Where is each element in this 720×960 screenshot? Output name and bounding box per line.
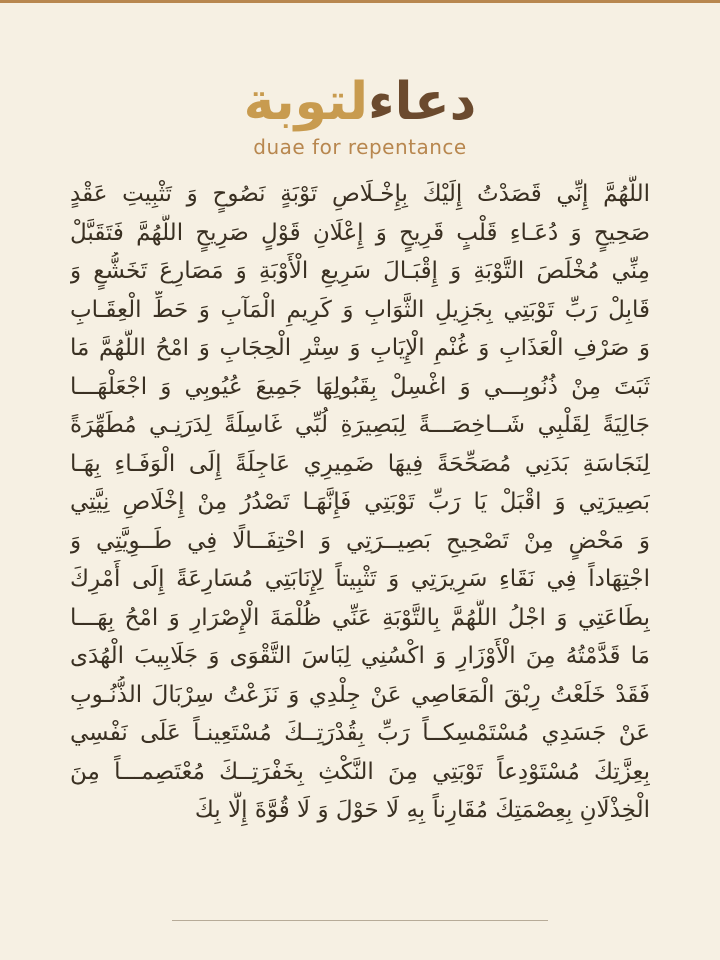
- prayer-line: وَ مَحْضٍ مِنْ تَصْحِيحِ بَصِيــرَتِي وَ احْتِفَــالًا فِي طَــوِيَّتِي وَ: [70, 527, 650, 554]
- prayer-line: وَ صَرْفِ الْعَذَابِ وَ غُنْمِ الْإِيَابِ وَ سِتْرِ الْحِجَابِ وَ امْحُ اللَّهُمَّ مَا: [70, 335, 650, 361]
- prayer-line: لِنَجَاسَةِ بَدَنِي مُصَحِّحَةً فِيهَا ضَمِيرِي عَاجِلَةً إِلَى الْوَفَـاءِ بِهَـا: [70, 450, 650, 477]
- prayer-line: صَحِيحٍ وَ دُعَـاءِ قَلْبٍ قَرِيحٍ وَ إِعْلَانِ قَوْلٍ صَرِيحٍ اللَّهُمَّ فَتَقَبَّلْ: [70, 219, 650, 246]
- bottom-divider: [172, 920, 548, 921]
- prayer-line: ثَبَتَ مِنْ ذُنُوبِـــي وَ اغْسِلْ بِقَبُولِهَا جَمِيعَ عُيُوبِي وَ اجْعَلْهَـــا: [70, 373, 650, 400]
- prayer-line: اجْتِهَاداً فِي نَقَاءِ سَرِيرَتِي وَ تَثْبِيتاً لِإِنَابَتِي مُسَارِعَةً إِلَى أَمْرِكَ: [70, 566, 650, 592]
- prayer-line: فَقَدْ خَلَعْتُ رِبْقَ الْمَعَاصِي عَنْ جِلْدِي وَ نَزَعْتُ سِرْبَالَ الذُّنُـوبِ: [70, 681, 650, 708]
- prayer-line: بِطَاعَتِي وَ اجْلُ اللَّهُمَّ بِالتَّوْبَةِ عَنِّي ظُلْمَةَ الْإِصْرَارِ وَ امْحُ بِهَـــا: [70, 604, 650, 631]
- page-subtitle: duae for repentance: [253, 135, 467, 159]
- prayer-line: بِعِزَّتِكَ مُسْتَوْدِعاً تَوْبَتِي مِنَ النَّكْثِ بِخَفْرَتِــكَ مُعْتَصِمـــاً مِنَ: [70, 758, 650, 785]
- title-word-dua: دعاء: [368, 72, 477, 132]
- prayer-text: [70, 175, 650, 830]
- prayer-line: مِنِّي مُخْلَصَ التَّوْبَةِ وَ إِقْبَـالَ سَرِيعِ الْأَوْبَةِ وَ مَصَارِعَ تَخَشُّعٍ وَ: [70, 258, 650, 284]
- prayer-line: قَابِلْ رَبِّ تَوْبَتِي بِجَزِيلِ الثَّوَابِ وَ كَرِيمِ الْمَآبِ وَ حَطِّ الْعِقَـابِ: [70, 296, 650, 323]
- prayer-line: جَالِيَةً لِقَلْبِي شَــاخِصَـــةً لِبَصِيرَةِ لُبِّي غَاسِلَةً لِدَرَنِـي مُطَهِّرَةً: [70, 412, 650, 438]
- title-word-tawba: لتوبة: [243, 72, 369, 132]
- prayer-line: اللَّهُمَّ إِنِّي قَصَدْتُ إِلَيْكَ بِإِخْـلَاصِ تَوْبَةٍ نَصُوحٍ وَ تَثْبِيتِ عَقْدٍ: [70, 181, 650, 207]
- page-title: [0, 67, 720, 137]
- prayer-line: عَنْ جَسَدِي مُسْتَمْسِكــاً رَبِّ بِقُدْرَتِــكَ مُسْتَعِينـاً عَلَى نَفْسِي: [70, 720, 650, 746]
- prayer-line: الْخِذْلَانِ بِعِصْمَتِكَ مُقَارِناً بِهِ لَا حَوْلَ وَ لَا قُوَّةَ إِلَّا بِكَ: [194, 797, 650, 823]
- prayer-line: مَا قَدَّمْتُهُ مِنَ الْأَوْزَارِ وَ اكْسُنِي لِبَاسَ التَّقْوَى وَ جَلَابِيبَ الْهُدَى: [70, 643, 650, 669]
- prayer-line: بَصِيرَتِي وَ اقْبَلْ يَا رَبِّ تَوْبَتِي فَإِنَّهَـا تَصْدُرُ مِنْ إِخْلَاصِ نِيَّتِي: [70, 489, 650, 515]
